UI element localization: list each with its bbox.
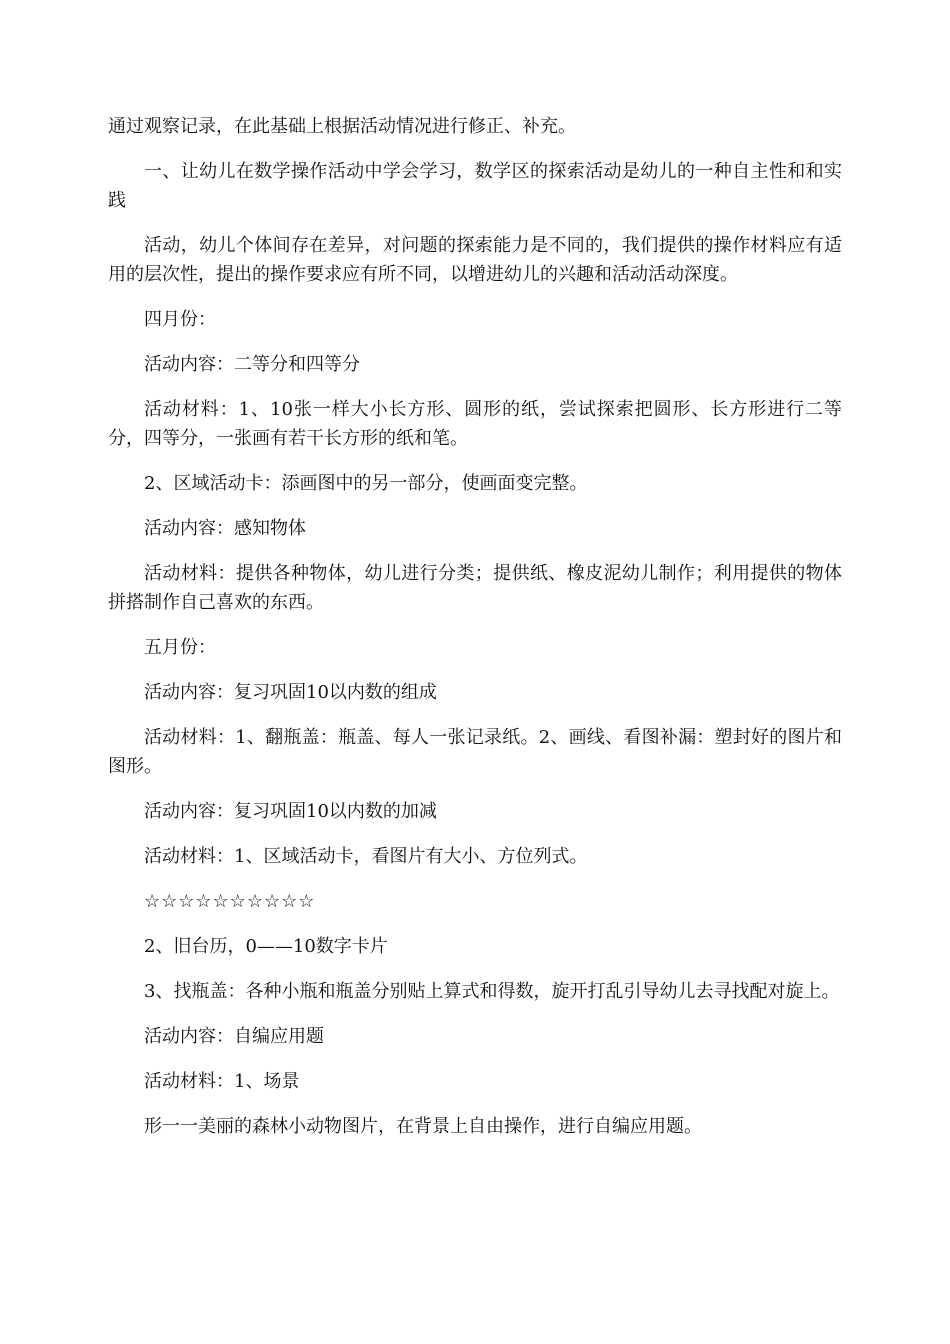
- paragraph: 3、找瓶盖：各种小瓶和瓶盖分别贴上算式和得数，旋开打乱引导幼儿去寻找配对旋上。: [144, 981, 840, 1002]
- paragraph: 活动材料：1、翻瓶盖：瓶盖、每人一张记录纸。2、画线、看图补漏：塑封好的图片和图形。: [108, 727, 842, 777]
- paragraph: 一、让幼儿在数学操作活动中学会学习，数学区的探索活动是幼儿的一种自主性和和实践: [108, 161, 842, 211]
- paragraph: 形一一美丽的森林小动物图片，在背景上自由操作，进行自编应用题。: [144, 1116, 702, 1137]
- section-heading-april: 四月份：: [144, 309, 216, 330]
- paragraph: 活动内容：复习巩固10以内数的加减: [144, 801, 437, 822]
- paragraph: 活动内容：二等分和四等分: [144, 354, 360, 375]
- paragraph: 活动材料：1、场景: [144, 1071, 300, 1092]
- paragraph: 通过观察记录，在此基础上根据活动情况进行修正、补充。: [108, 116, 576, 137]
- section-heading-may: 五月份：: [144, 637, 216, 658]
- paragraph: 活动内容：自编应用题: [144, 1026, 324, 1047]
- paragraph: 2、区域活动卡：添画图中的另一部分，使画面变完整。: [144, 473, 588, 494]
- paragraph: 活动材料：1、区域活动卡，看图片有大小、方位列式。: [144, 846, 588, 867]
- star-divider: ☆☆☆☆☆☆☆☆☆☆: [144, 891, 316, 912]
- paragraph: 2、旧台历，0——10数字卡片: [144, 936, 388, 957]
- paragraph: 活动内容：复习巩固10以内数的组成: [144, 682, 437, 703]
- document-body: [108, 112, 842, 1157]
- paragraph: 活动，幼儿个体间存在差异，对问题的探索能力是不同的，我们提供的操作材料应有适用的层次性，提出的操作要求应有所不同，以增进幼儿的兴趣和活动活动深度。: [108, 235, 842, 285]
- paragraph: 活动材料：1、10张一样大小长方形、圆形的纸，尝试探索把圆形、长方形进行二等分，四等分，一张画有若干长方形的纸和笔。: [108, 399, 842, 449]
- paragraph: 活动内容：感知物体: [144, 518, 306, 539]
- paragraph: 活动材料：提供各种物体，幼儿进行分类；提供纸、橡皮泥幼儿制作；利用提供的物体拼搭制作自己喜欢的东西。: [108, 563, 842, 613]
